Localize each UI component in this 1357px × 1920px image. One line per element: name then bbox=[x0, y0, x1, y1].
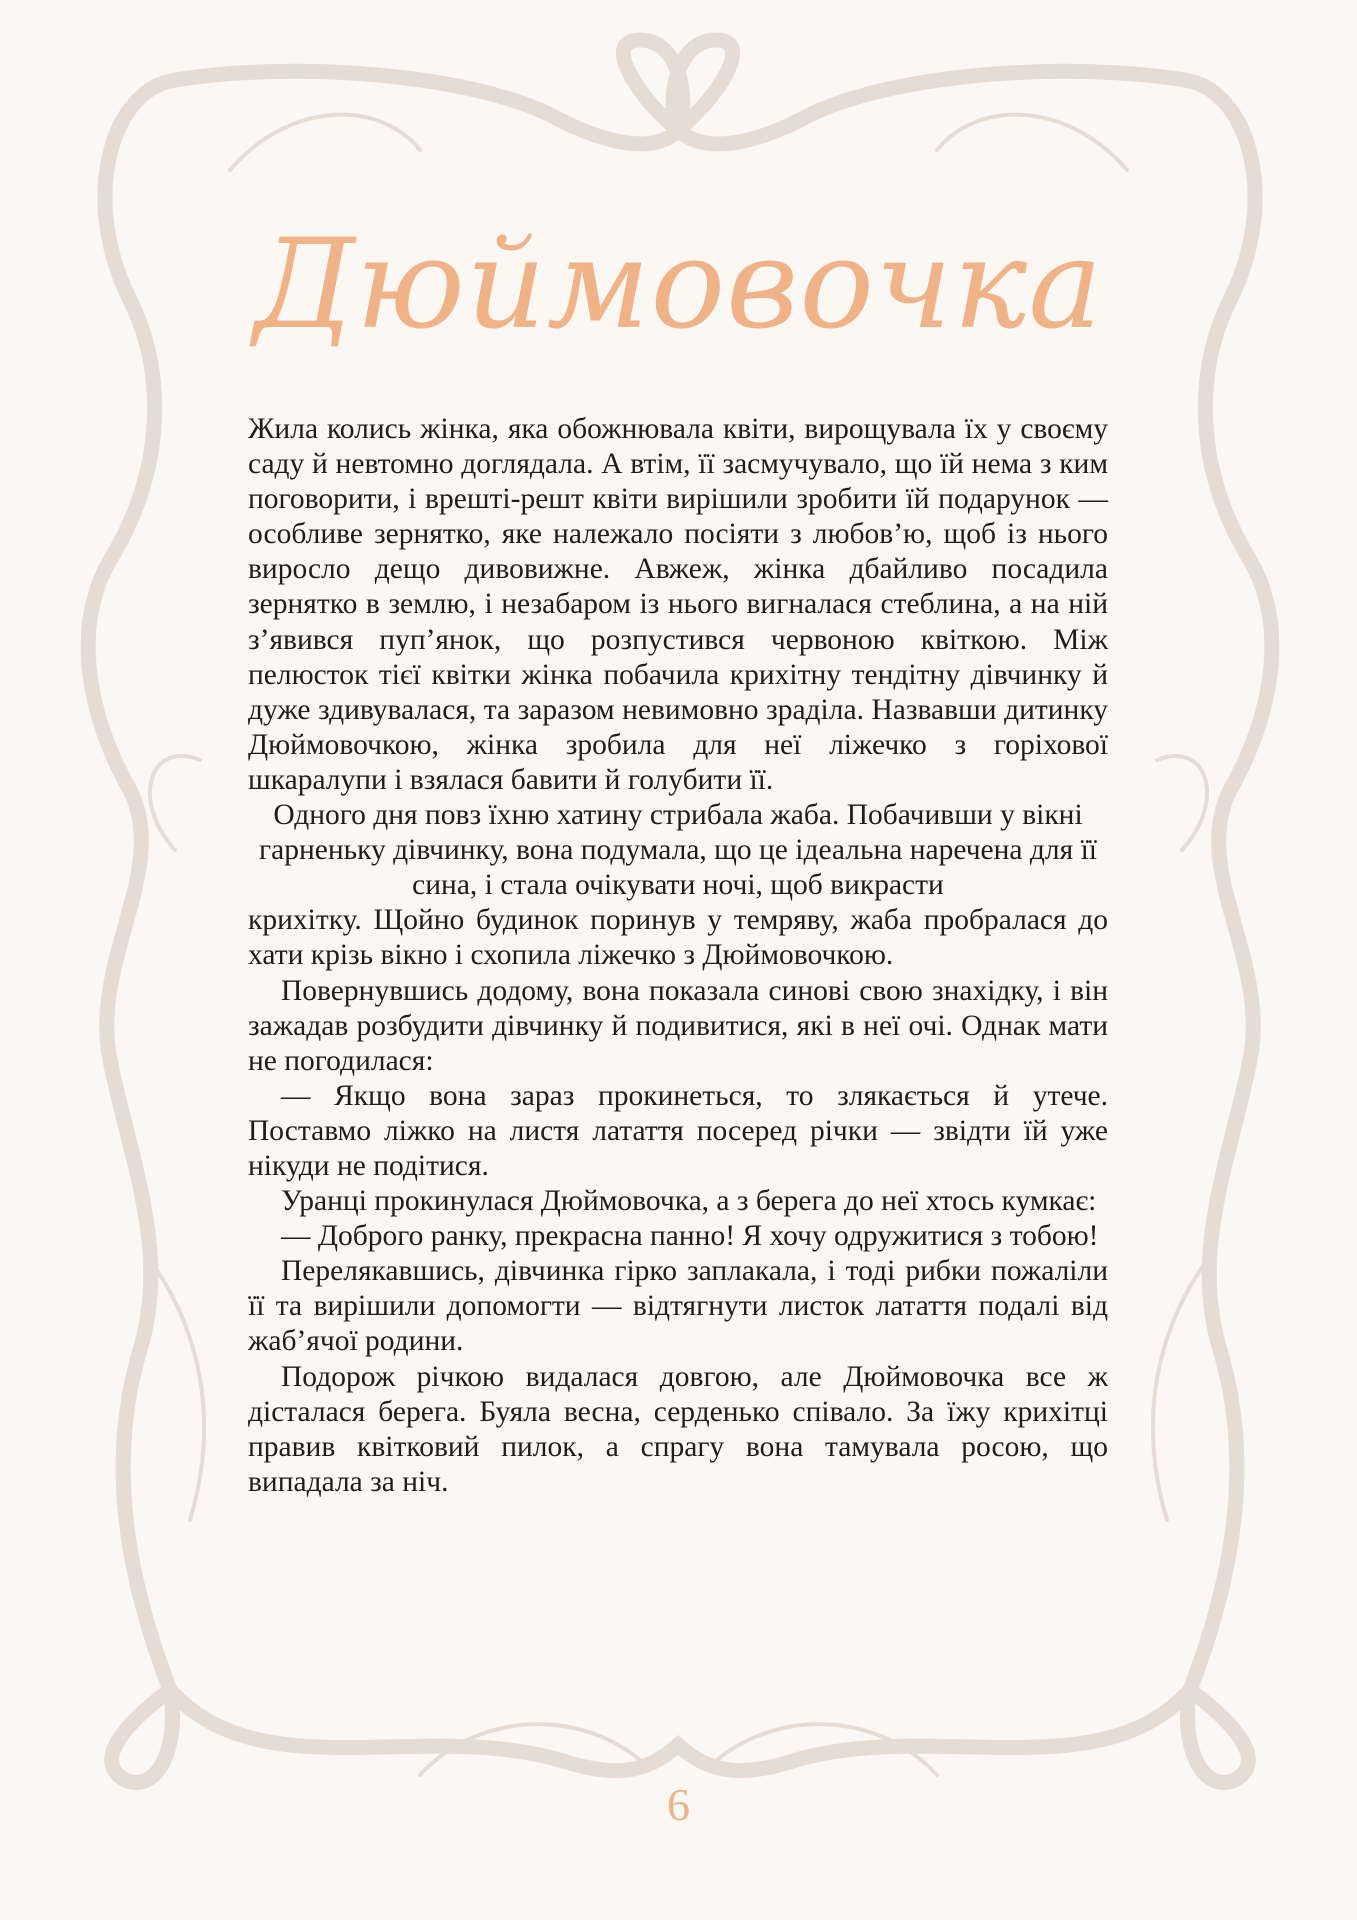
paragraph: Одного дня повз їхню хатину стрибала жаба. Побачивши у вікні гарненьку дівчинку, вона подумала, що це ідеальна наречена для її сина, і стала очікувати ночі, щоб викрасти bbox=[259, 799, 1097, 902]
page-number: 6 bbox=[667, 1779, 690, 1830]
paragraph: крихітку. Щойно будинок поринув у темряву, жаба пробралася до хати крізь вікно і схопила ліжечко з Дюймовочкою. bbox=[248, 904, 1108, 972]
paragraph: — Якщо вона зараз прокинеться, то злякається й утече. Поставмо ліжко на листя латаття посеред річки — звідти їй уже нікуди не подітися. bbox=[248, 1079, 1108, 1182]
story-text bbox=[248, 412, 1108, 1500]
paragraph: — Доброго ранку, прекрасна панно! Я хочу одружитися з тобою! bbox=[281, 1220, 1099, 1253]
paragraph: Подорож річкою видалася довгою, але Дюймовочка все ж дісталася берега. Буяла весна, серденько співало. За їжу крихітці правив квітковий пилок, а спрагу вона тамувала росою, що випадала за ніч. bbox=[248, 1360, 1108, 1498]
page-title: Дюймовочка bbox=[253, 213, 1104, 357]
paragraph: Жила колись жінка, яка обожнювала квіти, вирощувала їх у своєму саду й невтомно доглядала. А втім, її засмучувало, що їй нема з ким поговорити, і врешті-решт квіти вирішили зробити їй подарунок — особливе зернятко, яке належало посіяти з любов’ю, щоб із нього виросло дещо дивовижне. Авжеж, жінка дбайливо посадила зернятко в землю, і незабаром із нього вигналася стеблина, а на ній з’явився пуп’янок, що розпустився червоною квіткою. Між пелюсток тієї квітки жінка побачила крихітну тендітну дівчинку й дуже здивувалася, та заразом невимовно зраділа. Назвавши дитинку Дюймовочкою, жінка зробила для неї ліжечко з горіхової шкаралупи і взялася бавити й голубити її. bbox=[248, 413, 1108, 796]
paragraph: Повернувшись додому, вона показала синові свою знахідку, і він зажадав розбудити дівчинку й подивитися, які в неї очі. Однак мати не погодилася: bbox=[248, 974, 1108, 1077]
paragraph: Перелякавшись, дівчинка гірко заплакала, і тоді рибки пожаліли її та вирішили допомогти — відтягнути листок латаття подалі від жаб’ячої родини. bbox=[248, 1255, 1108, 1358]
paragraph: Уранці прокинулася Дюймовочка, а з берега до неї хтось кумкає: bbox=[281, 1185, 1097, 1218]
